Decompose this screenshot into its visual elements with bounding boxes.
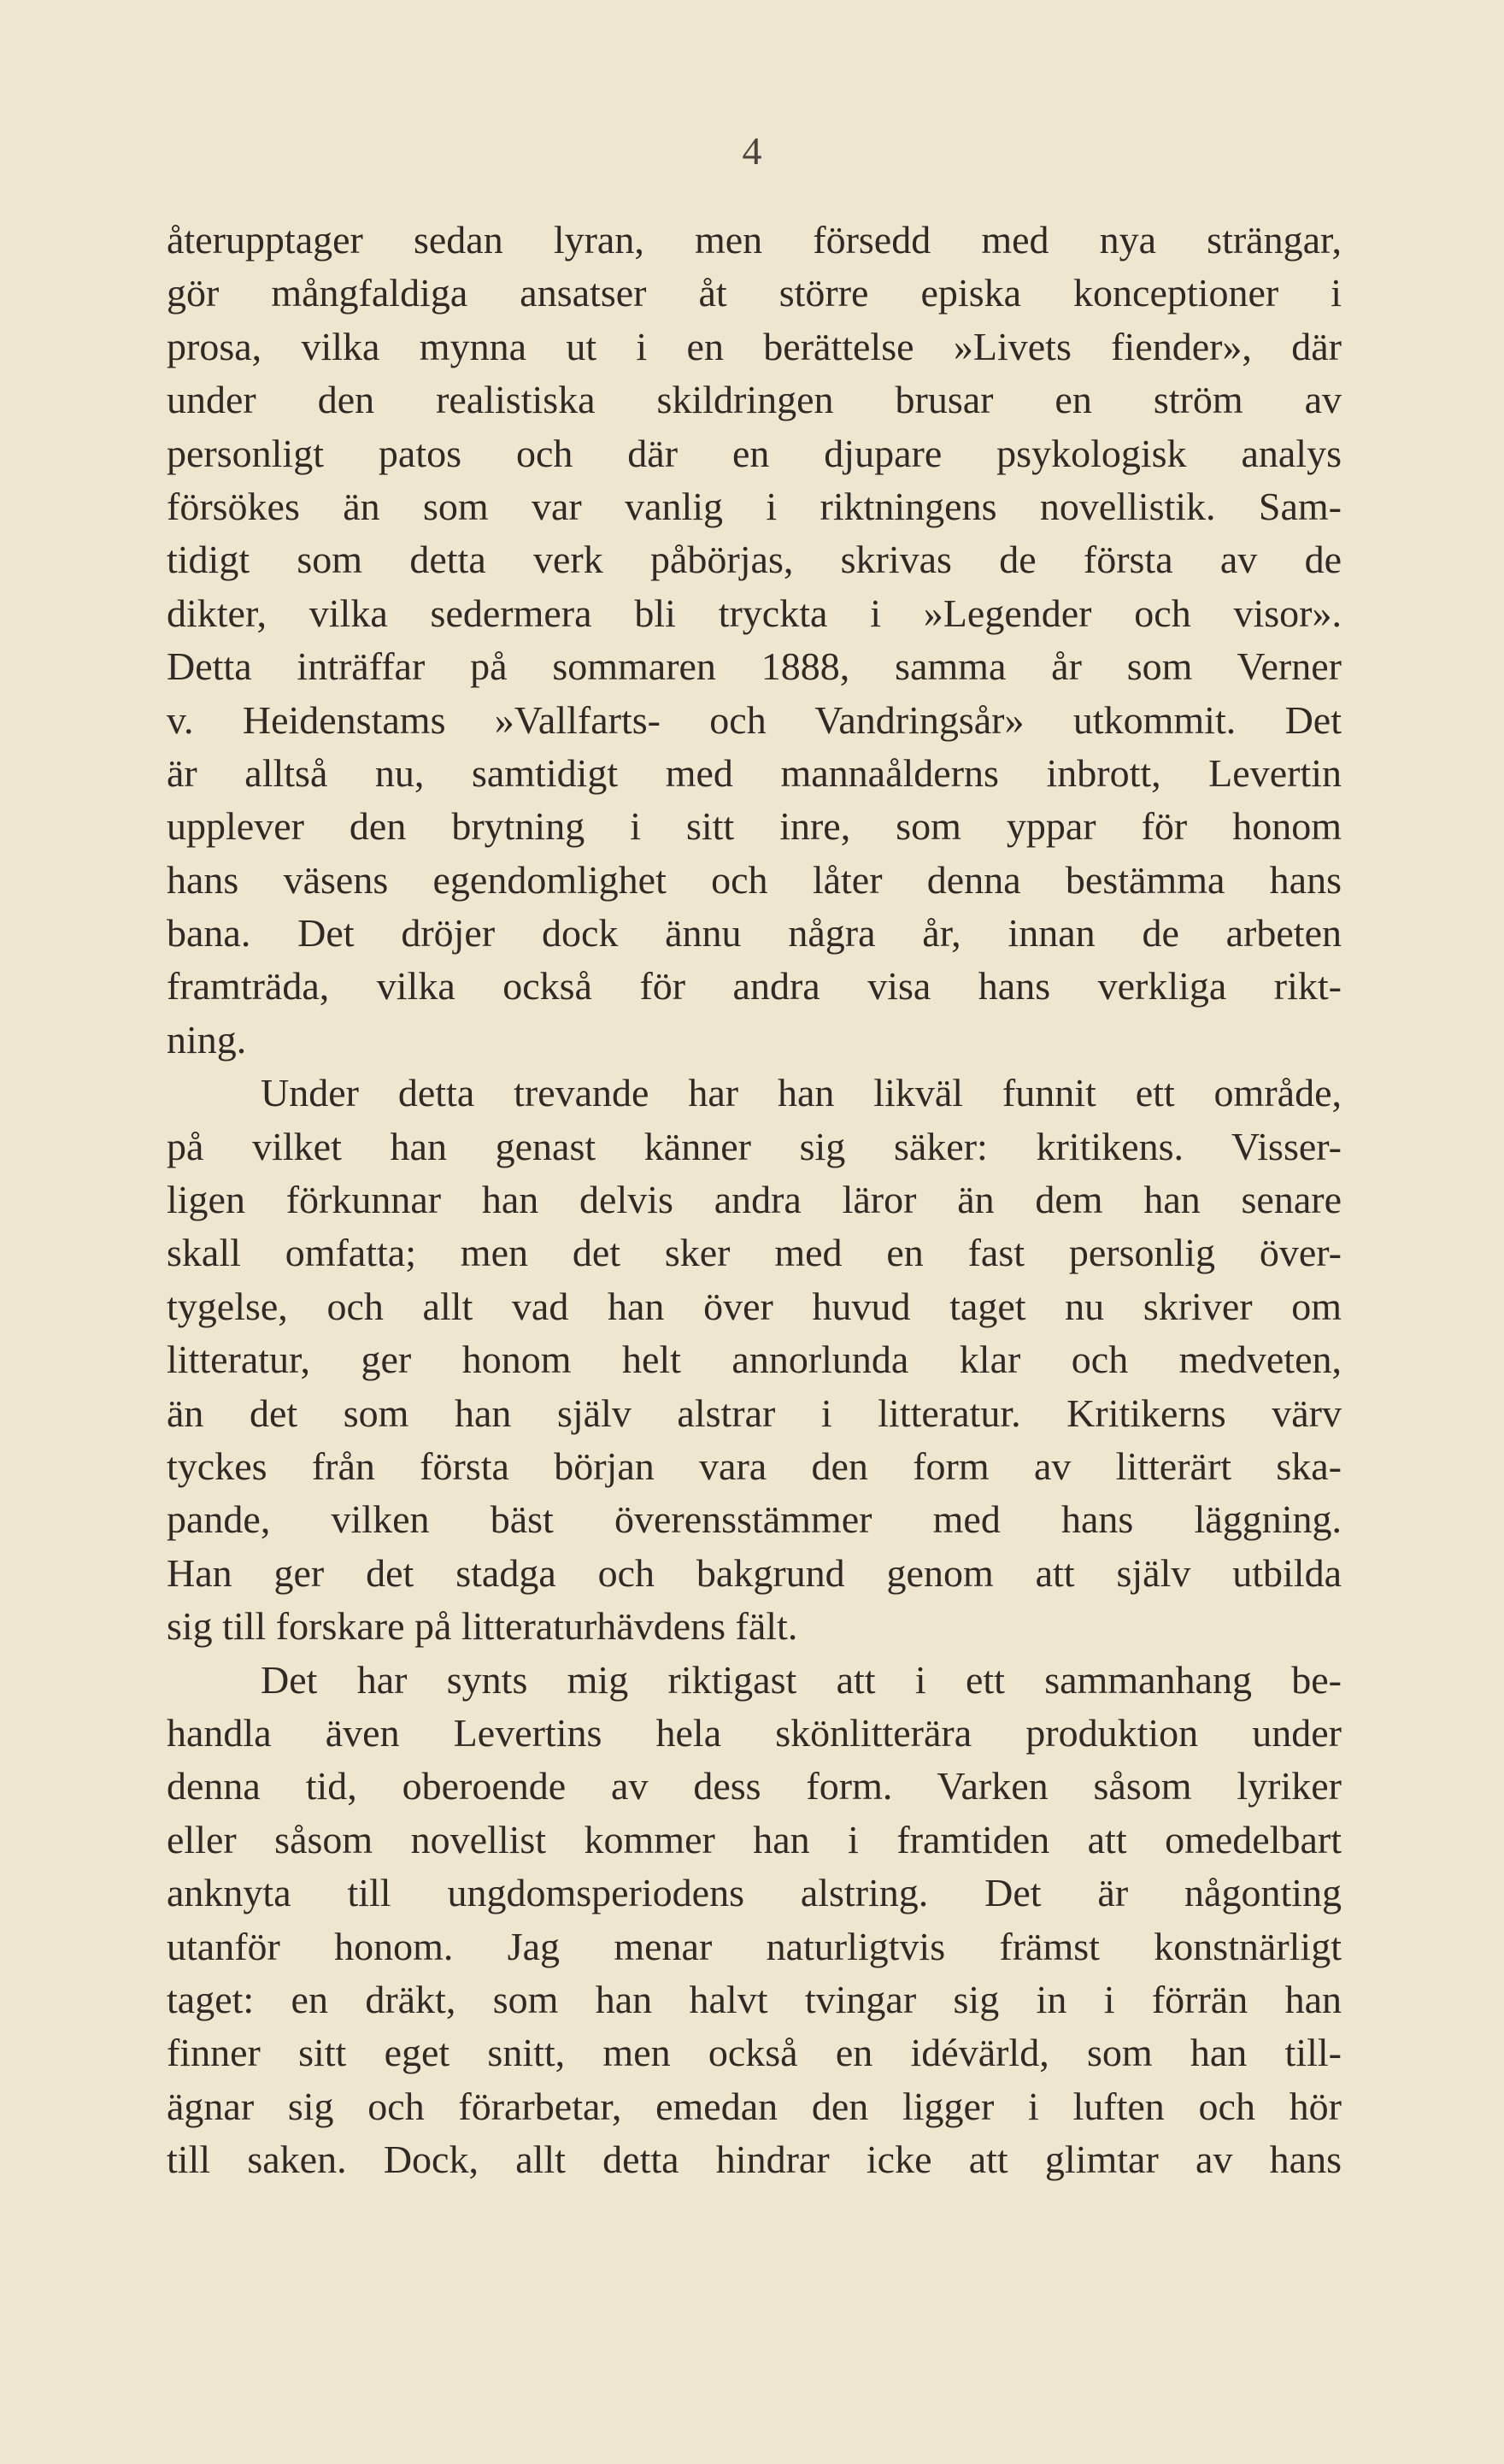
text-line: pande, vilken bäst överensstämmer med hans läggning. <box>167 1497 1342 1542</box>
text-line: försökes än som var vanlig i riktningens novellistik. Sam- <box>167 484 1342 528</box>
text-line: ägnar sig och förarbetar, emedan den ligger i luften och hör <box>167 2084 1342 2128</box>
text-line: upplever den brytning i sitt inre, som yppar för honom <box>167 804 1342 849</box>
text-line: till saken. Dock, allt detta hindrar icke att glimtar av hans <box>167 2138 1342 2182</box>
text-line: Under detta trevande har han likväl funnit ett område, <box>261 1071 1342 1115</box>
text-line: under den realistiska skildringen brusar en ström av <box>167 378 1342 422</box>
text-line: än det som han själv alstrar i litteratur. Kritikerns värv <box>167 1391 1342 1435</box>
text-line: utanför honom. Jag menar naturligtvis främst konstnärligt <box>167 1924 1342 1968</box>
text-line: återupptager sedan lyran, men försedd med nya strängar, <box>167 218 1342 262</box>
text-line: tygelse, och allt vad han över huvud taget nu skriver om <box>167 1284 1342 1328</box>
text-line: Detta inträffar på sommaren 1888, samma år som Verner <box>167 644 1342 689</box>
text-line: sig till forskare på litteraturhävdens fält. <box>167 1604 798 1649</box>
text-line: v. Heidenstams »Vallfarts- och Vandringsår» utkommit. Det <box>167 697 1342 742</box>
text-line: ligen förkunnar han delvis andra läror än dem han senare <box>167 1178 1342 1222</box>
text-line: eller såsom novellist kommer han i framtiden att omedelbart <box>167 1817 1342 1861</box>
text-line: framträda, vilka också för andra visa hans verkliga rikt- <box>167 964 1342 1009</box>
text-line: tidigt som detta verk påbörjas, skrivas de första av de <box>167 538 1342 582</box>
text-line: finner sitt eget snitt, men också en idévärld, som han till- <box>167 2031 1342 2075</box>
text-line: på vilket han genast känner sig säker: kritikens. Visser- <box>167 1124 1342 1168</box>
text-line: gör mångfaldiga ansatser åt större episka konceptioner i <box>167 271 1342 315</box>
text-line: prosa, vilka mynna ut i en berättelse »Livets fiender», där <box>167 324 1342 368</box>
text-line: litteratur, ger honom helt annorlunda klar och medveten, <box>167 1338 1342 1382</box>
body-text <box>167 214 1342 2186</box>
text-line: Han ger det stadga och bakgrund genom att själv utbilda <box>167 1550 1342 1595</box>
text-line: hans väsens egendomlighet och låter denna bestämma hans <box>167 857 1342 902</box>
text-line: bana. Det dröjer dock ännu några år, innan de arbeten <box>167 911 1342 956</box>
text-line: ning. <box>167 1017 247 1061</box>
text-line: skall omfatta; men det sker med en fast personlig över- <box>167 1231 1342 1275</box>
text-line: är alltså nu, samtidigt med mannaålderns inbrott, Levertin <box>167 750 1342 795</box>
text-line: handla även Levertins hela skönlitterära produktion under <box>167 1710 1342 1755</box>
page-number: 4 <box>742 129 762 173</box>
text-line: dikter, vilka sedermera bli tryckta i »Legender och visor». <box>167 591 1342 635</box>
text-line: denna tid, oberoende av dess form. Varken såsom lyriker <box>167 1764 1342 1808</box>
text-line: Det har synts mig riktigast att i ett sammanhang be- <box>261 1657 1342 1702</box>
text-line: taget: en dräkt, som han halvt tvingar sig in i förrän han <box>167 1977 1342 2021</box>
text-line: tyckes från första början vara den form av litterärt ska- <box>167 1444 1342 1488</box>
text-line: personligt patos och där en djupare psykologisk analys <box>167 431 1342 475</box>
text-line: anknyta till ungdomsperiodens alstring. Det är någonting <box>167 1871 1342 1915</box>
